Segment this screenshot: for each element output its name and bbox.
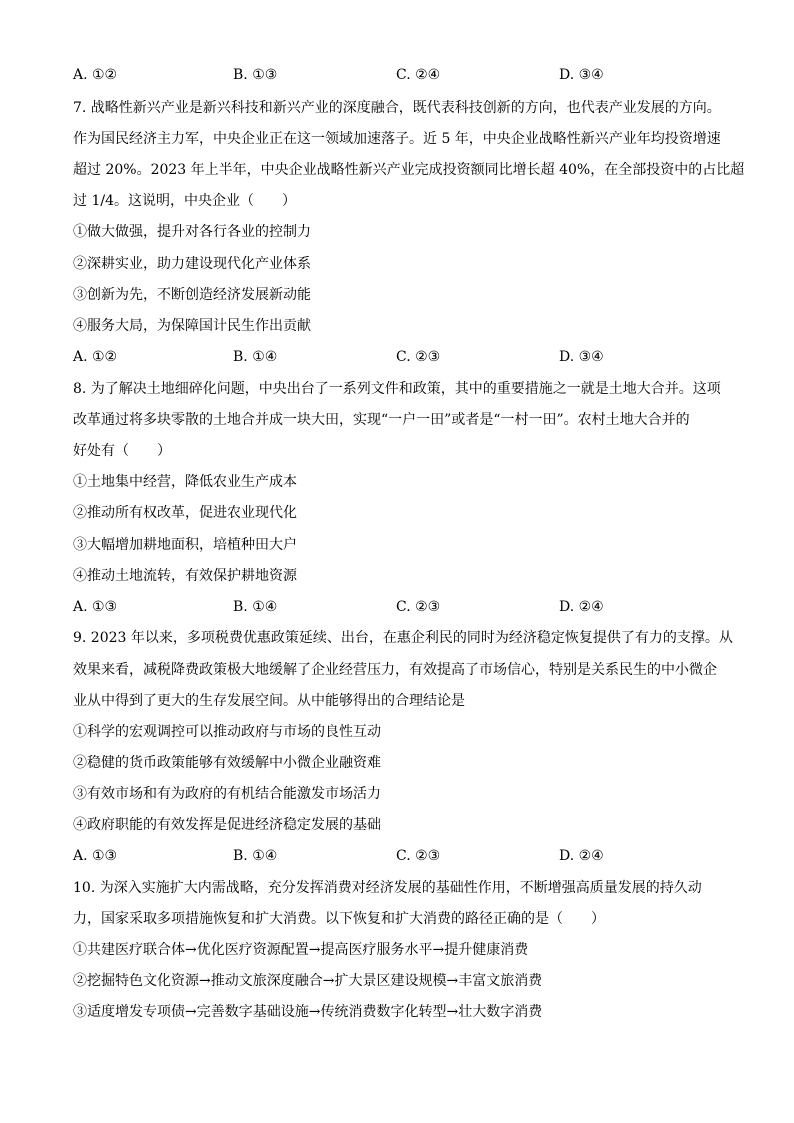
q7-stem-line: 作为国民经济主力军，中央企业正在这一领域加速落子。近 5 年，中央企业战略性新兴产业年均投资增速: [73, 131, 721, 147]
q7-statement-1: ①做大做强，提升对各行各业的控制力: [73, 224, 311, 240]
q8-options: [73, 597, 733, 617]
q9-option-b: B. ①④: [233, 848, 278, 864]
q9-statement-2: ②稳健的货币政策能够有效缓解中小微企业融资难: [73, 755, 381, 771]
q7-stem-line: 7. 战略性新兴产业是新兴科技和新兴产业的深度融合，既代表科技创新的方向，也代表产业发展的方向。: [73, 100, 721, 116]
q9-option-d: D. ②④: [559, 848, 604, 864]
q7-statement-3: ③创新为先，不断创造经济发展新动能: [73, 287, 311, 303]
q7-option-a: A. ①②: [73, 349, 118, 365]
q9-statement-3: ③有效市场和有为政府的有机结合能激发市场活力: [73, 786, 381, 802]
q7-options: [73, 347, 733, 367]
q9-option-a: A. ①③: [73, 848, 118, 864]
q10-stem-line: 力，国家采取多项措施恢复和扩大消费。以下恢复和扩大消费的路径正确的是（ ）: [73, 911, 605, 927]
q8-stem-line: 8. 为了解决土地细碎化问题，中央出台了一系列文件和政策，其中的重要措施之一就是土地大合并。这项: [73, 381, 721, 397]
q10-statement-1: ①共建医疗联合体→优化医疗资源配置→提高医疗服务水平→提升健康消费: [73, 942, 529, 958]
q8-statement-3: ③大幅增加耕地面积，培植种田大户: [73, 537, 297, 553]
q10-statement-3: ③适度增发专项债→完善数字基础设施→传统消费数字化转型→壮大数字消费: [73, 1004, 543, 1020]
q7-stem-line: 过 1/4。这说明，中央企业（ ）: [73, 193, 296, 209]
q10-statement-2: ②挖掘特色文化资源→推动文旅深度融合→扩大景区建设规模→丰富文旅消费: [73, 973, 543, 989]
q8-option-a: A. ①③: [73, 599, 118, 615]
q7-statement-4: ④服务大局，为保障国计民生作出贡献: [73, 318, 311, 334]
q8-stem-line: 改革通过将多块零散的土地合并成一块大田，实现“一户一田”或者是“一村一田”。农村土地大合并的: [73, 412, 690, 428]
q9-option-c: C. ②③: [396, 848, 441, 864]
q6-option-a: A. ①②: [73, 67, 118, 83]
q8-option-b: B. ①④: [233, 599, 278, 615]
q8-option-c: C. ②③: [396, 599, 441, 615]
q9-stem-line: 效果来看，减税降费政策极大地缓解了企业经营压力，有效提高了市场信心，特别是关系民生的中小微企: [73, 662, 717, 678]
q9-statement-1: ①科学的宏观调控可以推动政府与市场的良性互动: [73, 724, 381, 740]
q9-stem-line: 业从中得到了更大的生存发展空间。从中能够得出的合理结论是: [73, 693, 465, 709]
q7-stem-line: 超过 20%。2023 年上半年，中央企业战略性新兴产业完成投资额同比增长超 40%，在全部投资中的占比超: [73, 162, 745, 178]
q6-option-c: C. ②④: [396, 67, 441, 83]
q8-statement-1: ①土地集中经营，降低农业生产成本: [73, 474, 297, 490]
q6-option-b: B. ①③: [233, 67, 278, 83]
q9-options: [73, 846, 733, 866]
q9-stem-line: 9. 2023 年以来，多项税费优惠政策延续、出台，在惠企利民的同时为经济稳定恢复提供了有力的支撑。从: [73, 630, 733, 646]
q8-statement-4: ④推动土地流转，有效保护耕地资源: [73, 568, 297, 584]
q10-stem-line: 10. 为深入实施扩大内需战略，充分发挥消费对经济发展的基础性作用，不断增强高质量发展的持久动: [73, 880, 702, 896]
q7-option-c: C. ②③: [396, 349, 441, 365]
q7-statement-2: ②深耕实业，助力建设现代化产业体系: [73, 256, 311, 272]
q8-statement-2: ②推动所有权改革，促进农业现代化: [73, 505, 297, 521]
q7-option-d: D. ③④: [559, 349, 604, 365]
q8-option-d: D. ②④: [559, 599, 604, 615]
q9-statement-4: ④政府职能的有效发挥是促进经济稳定发展的基础: [73, 817, 381, 833]
q8-stem-line: 好处有（ ）: [73, 443, 171, 459]
q6-option-d: D. ③④: [559, 67, 604, 83]
q7-option-b: B. ①④: [233, 349, 278, 365]
q6-options: [73, 65, 733, 85]
